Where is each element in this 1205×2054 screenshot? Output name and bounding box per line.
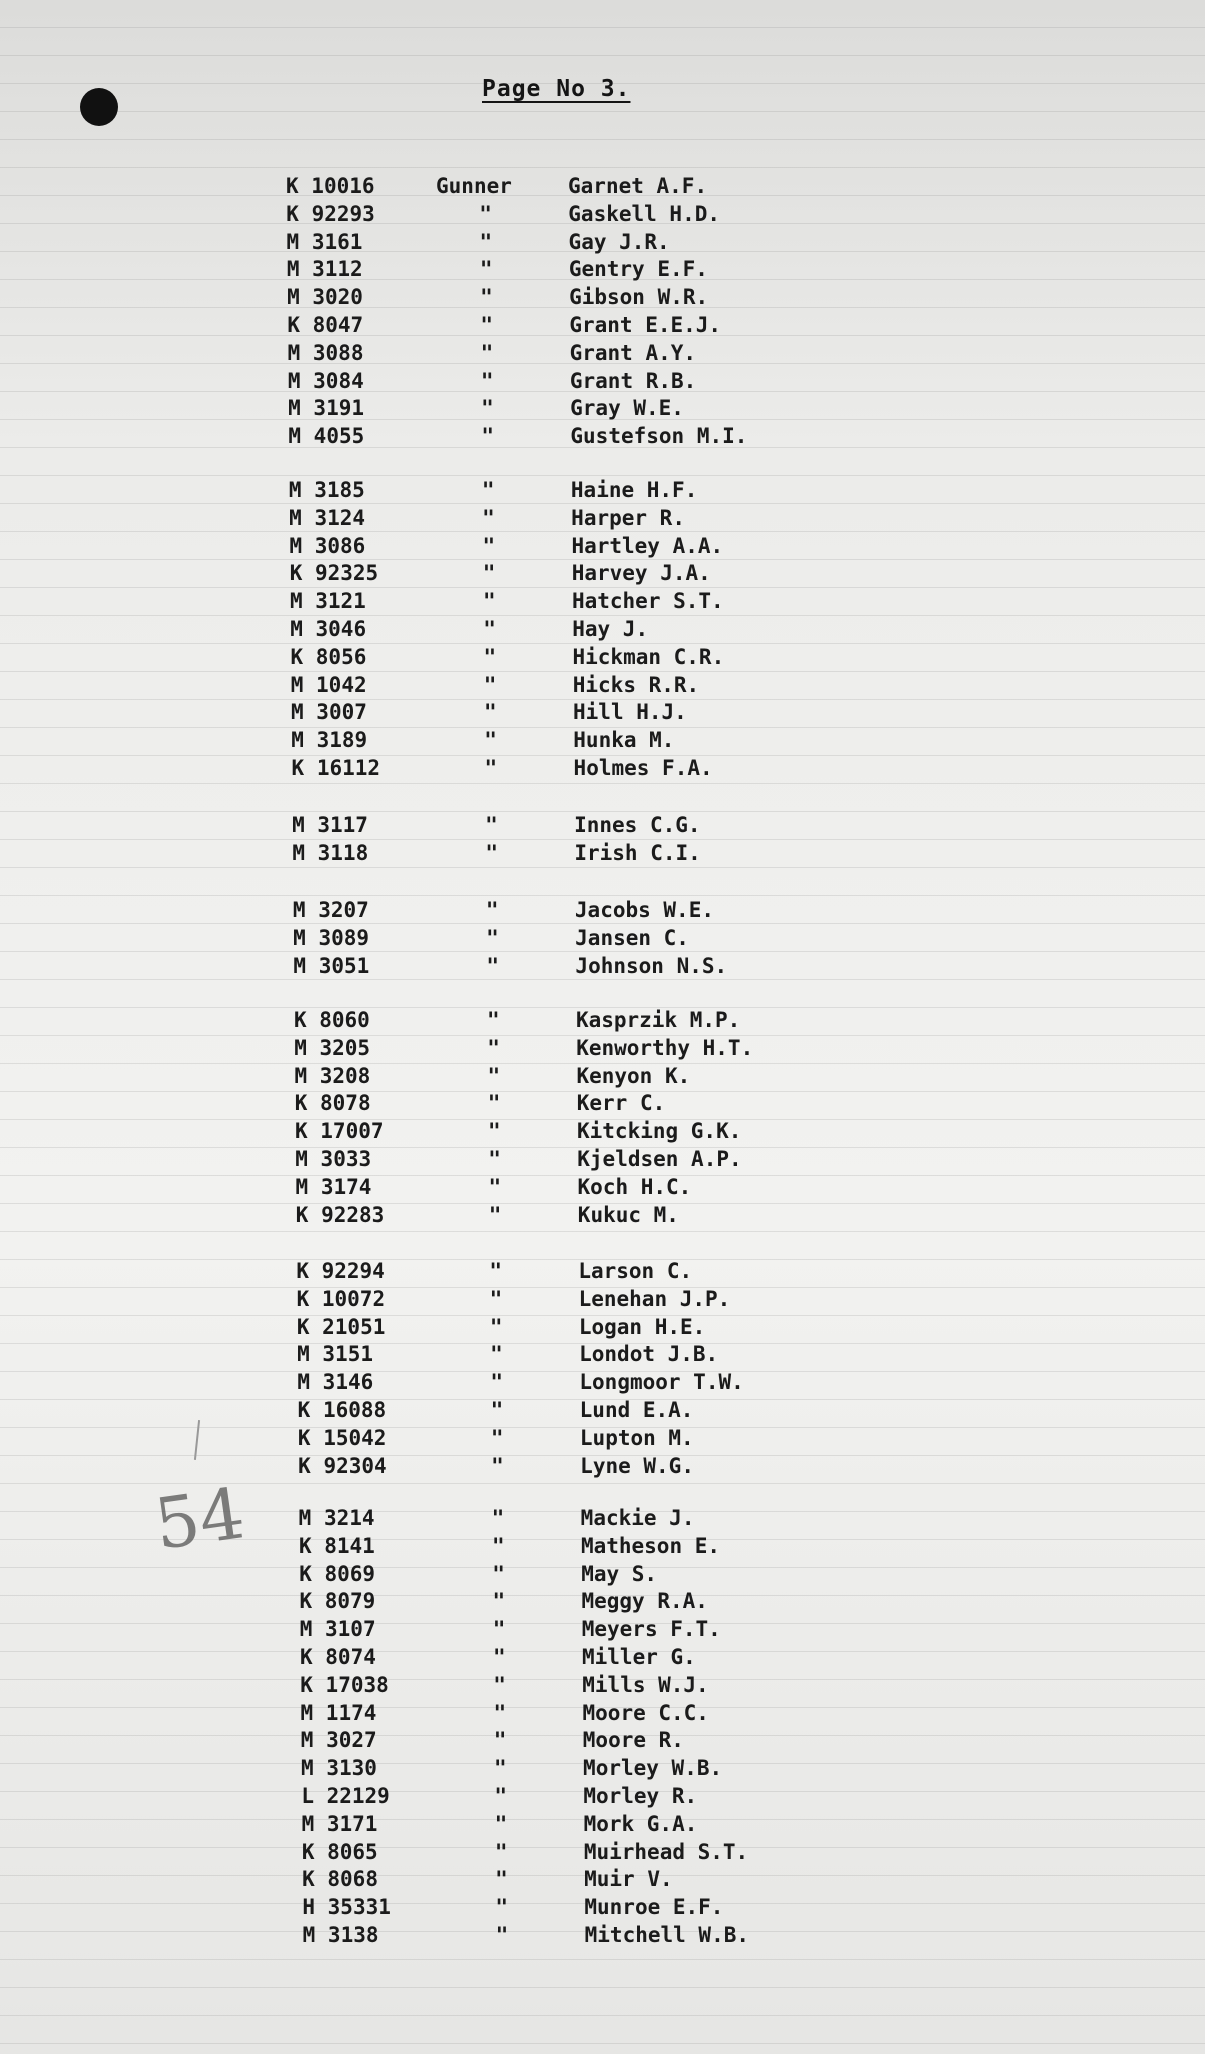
soldier-name: Meggy R.A. bbox=[581, 1589, 708, 1614]
service-number: M 3033 bbox=[295, 1147, 372, 1171]
soldier-name: Garnet A.F. bbox=[568, 174, 708, 198]
service-number: M 3046 bbox=[290, 617, 367, 641]
service-number: K 17038 bbox=[300, 1672, 389, 1697]
service-number: M 3118 bbox=[292, 840, 369, 865]
service-number: H 35331 bbox=[302, 1895, 391, 1920]
rank: " bbox=[489, 1286, 503, 1311]
soldier-name: Harper R. bbox=[571, 505, 685, 530]
service-number: K 16112 bbox=[291, 756, 381, 780]
service-number: K 92293 bbox=[286, 201, 375, 226]
service-number: M 3130 bbox=[301, 1756, 377, 1781]
service-number: M 3205 bbox=[294, 1035, 371, 1060]
soldier-name: Morley R. bbox=[583, 1784, 698, 1808]
rank: " bbox=[491, 1453, 504, 1478]
soldier-name: Johnson N.S. bbox=[575, 953, 728, 978]
rank: " bbox=[485, 898, 499, 922]
service-number: K 92304 bbox=[298, 1453, 387, 1478]
rank: " bbox=[489, 1259, 502, 1283]
soldier-name: Hickman C.R. bbox=[572, 644, 725, 669]
soldier-name: Mills W.J. bbox=[582, 1672, 709, 1697]
rank: " bbox=[491, 1533, 505, 1558]
soldier-name: Muirhead S.T. bbox=[583, 1839, 749, 1864]
rank: " bbox=[495, 1895, 509, 1920]
rank: " bbox=[493, 1672, 506, 1697]
rank: " bbox=[490, 1342, 503, 1367]
rank: " bbox=[487, 1063, 501, 1088]
soldier-name: May S. bbox=[581, 1561, 658, 1586]
soldier-name: Lyne W.G. bbox=[580, 1453, 694, 1478]
rank: " bbox=[483, 617, 496, 641]
rank: " bbox=[495, 1923, 509, 1947]
service-number: M 3007 bbox=[291, 700, 367, 725]
rank: " bbox=[488, 1202, 502, 1227]
service-number: M 3207 bbox=[292, 898, 369, 922]
service-number: K 8060 bbox=[293, 1008, 370, 1032]
soldier-name: Jacobs W.E. bbox=[574, 898, 714, 922]
soldier-name: Lund E.A. bbox=[579, 1398, 694, 1422]
soldier-name: Jansen C. bbox=[575, 925, 689, 950]
rank: " bbox=[489, 1314, 503, 1339]
service-number: M 3117 bbox=[292, 813, 368, 837]
rank: " bbox=[480, 368, 494, 393]
rank: " bbox=[483, 644, 497, 669]
service-number: K 16088 bbox=[297, 1398, 387, 1422]
rank: " bbox=[490, 1425, 504, 1450]
soldier-name: Hill H.J. bbox=[573, 700, 687, 725]
service-number: M 3089 bbox=[293, 925, 370, 950]
soldier-name: Morley W.B. bbox=[583, 1756, 723, 1781]
soldier-name: Mackie J. bbox=[580, 1506, 695, 1530]
rank: " bbox=[480, 285, 493, 310]
soldier-name: Holmes F.A. bbox=[573, 756, 713, 780]
service-number: K 8141 bbox=[298, 1533, 375, 1558]
service-number: K 92294 bbox=[296, 1259, 385, 1283]
soldier-name: Haine H.F. bbox=[570, 478, 698, 502]
rank: " bbox=[488, 1174, 502, 1199]
service-number: K 8065 bbox=[301, 1839, 378, 1864]
page-title: Page No 3. bbox=[482, 76, 631, 102]
soldier-name: Moore R. bbox=[582, 1728, 684, 1753]
service-number: M 3086 bbox=[289, 533, 366, 558]
soldier-name: Matheson E. bbox=[580, 1533, 721, 1558]
rank: " bbox=[493, 1700, 507, 1725]
soldier-name: Meyers F.T. bbox=[581, 1617, 721, 1642]
rank: " bbox=[488, 1119, 501, 1144]
soldier-name: Koch H.C. bbox=[577, 1174, 692, 1199]
soldier-name: Miller G. bbox=[582, 1645, 696, 1669]
soldier-name: Innes C.G. bbox=[574, 813, 701, 837]
service-number: M 3146 bbox=[297, 1370, 374, 1395]
rank: " bbox=[481, 424, 495, 449]
rank: " bbox=[494, 1756, 507, 1781]
service-number: M 3121 bbox=[289, 589, 366, 614]
soldier-name: Gustefson M.I. bbox=[570, 424, 748, 449]
soldier-name: Moore C.C. bbox=[582, 1700, 709, 1725]
soldier-name: Kitcking G.K. bbox=[577, 1119, 742, 1144]
service-number: M 3112 bbox=[286, 257, 363, 282]
soldier-name: Hartley A.A. bbox=[571, 533, 724, 558]
rank: " bbox=[494, 1784, 507, 1808]
rank: " bbox=[490, 1398, 504, 1422]
soldier-name: Mitchell W.B. bbox=[584, 1923, 750, 1947]
rank: " bbox=[479, 201, 492, 226]
soldier-name: Lenehan J.P. bbox=[578, 1286, 731, 1311]
service-number: M 3088 bbox=[287, 340, 364, 365]
service-number: K 8068 bbox=[302, 1867, 378, 1892]
service-number: M 3174 bbox=[295, 1174, 372, 1199]
service-number: K 10072 bbox=[296, 1286, 386, 1311]
soldier-name: Kasprzik M.P. bbox=[575, 1008, 741, 1032]
service-number: K 8074 bbox=[300, 1645, 376, 1669]
soldier-name: Hay J. bbox=[572, 617, 649, 641]
service-number: M 3020 bbox=[287, 285, 363, 310]
service-number: K 8069 bbox=[299, 1561, 376, 1586]
soldier-name: Kenyon K. bbox=[576, 1063, 691, 1088]
soldier-name: Grant A.Y. bbox=[569, 340, 697, 365]
soldier-name: Larson C. bbox=[578, 1259, 693, 1283]
rank: " bbox=[485, 813, 498, 837]
service-number: M 3107 bbox=[299, 1617, 376, 1642]
soldier-name: Gentry E.F. bbox=[568, 257, 708, 282]
service-number: K 8056 bbox=[290, 644, 367, 669]
rank: " bbox=[483, 672, 497, 697]
rank: " bbox=[492, 1561, 505, 1586]
service-number: M 3214 bbox=[298, 1506, 375, 1530]
service-number: K 92325 bbox=[289, 561, 379, 586]
service-number: M 3161 bbox=[286, 229, 363, 254]
rank: " bbox=[488, 1147, 501, 1171]
service-number: M 3208 bbox=[294, 1063, 371, 1088]
service-number: K 15042 bbox=[297, 1425, 387, 1450]
rank: " bbox=[493, 1728, 507, 1753]
soldier-name: Muir V. bbox=[584, 1867, 673, 1892]
service-number: K 92283 bbox=[295, 1202, 385, 1227]
rank: " bbox=[486, 1008, 500, 1032]
soldier-name: Munroe E.F. bbox=[584, 1895, 724, 1920]
rank: " bbox=[491, 1506, 505, 1530]
service-number: M 1174 bbox=[300, 1700, 377, 1725]
rank: " bbox=[492, 1617, 506, 1642]
rank: " bbox=[490, 1370, 504, 1395]
service-number: K 8078 bbox=[294, 1091, 371, 1116]
soldier-name: Kukuc M. bbox=[577, 1202, 679, 1227]
soldier-name: Hatcher S.T. bbox=[571, 589, 724, 614]
service-number: M 1042 bbox=[290, 672, 367, 697]
rank: " bbox=[485, 840, 499, 865]
rank: " bbox=[482, 505, 495, 530]
rank: Gunner bbox=[436, 174, 512, 198]
rank: " bbox=[492, 1589, 506, 1614]
soldier-name: Grant R.B. bbox=[569, 368, 697, 393]
soldier-name: Gray W.E. bbox=[570, 396, 684, 421]
rank: " bbox=[479, 229, 493, 254]
soldier-name: Hunka M. bbox=[573, 728, 675, 753]
soldier-name: Gibson W.R. bbox=[569, 285, 709, 310]
soldier-name: Logan H.E. bbox=[578, 1314, 706, 1339]
rank: " bbox=[494, 1811, 508, 1836]
service-number: M 3124 bbox=[289, 505, 366, 530]
soldier-name: Gaskell H.D. bbox=[568, 201, 720, 226]
service-number: K 17007 bbox=[295, 1119, 384, 1144]
service-number: M 3027 bbox=[300, 1728, 377, 1753]
service-number: M 3138 bbox=[302, 1923, 379, 1947]
handwritten-margin-note: 54 bbox=[149, 1472, 250, 1566]
service-number: M 3051 bbox=[293, 953, 370, 978]
service-number: L 22129 bbox=[301, 1784, 390, 1808]
rank: " bbox=[481, 396, 494, 421]
soldier-name: Londot J.B. bbox=[579, 1342, 719, 1367]
soldier-name: Kjeldsen A.P. bbox=[577, 1147, 742, 1171]
rank: " bbox=[480, 313, 493, 337]
service-number: K 10016 bbox=[286, 174, 375, 198]
rank: " bbox=[479, 257, 493, 282]
soldier-name: Grant E.E.J. bbox=[569, 313, 722, 337]
soldier-name: Hicks R.R. bbox=[572, 672, 700, 697]
service-number: M 3151 bbox=[297, 1342, 373, 1367]
rank: " bbox=[481, 478, 495, 502]
rank: " bbox=[486, 925, 499, 950]
service-number: M 3171 bbox=[301, 1811, 378, 1836]
rank: " bbox=[487, 1091, 501, 1116]
rank: " bbox=[484, 728, 497, 753]
soldier-name: Kenworthy H.T. bbox=[576, 1035, 754, 1060]
service-number: M 3189 bbox=[291, 728, 368, 753]
soldier-name: Gay J.R. bbox=[568, 229, 670, 254]
service-number: M 3185 bbox=[288, 478, 365, 502]
soldier-name: Harvey J.A. bbox=[571, 561, 711, 586]
soldier-name: Irish C.I. bbox=[574, 840, 701, 865]
rank: " bbox=[484, 700, 497, 725]
rank: " bbox=[484, 756, 498, 780]
soldier-name: Kerr C. bbox=[576, 1091, 666, 1116]
service-number: K 21051 bbox=[296, 1314, 386, 1339]
rank: " bbox=[482, 561, 496, 586]
service-number: K 8079 bbox=[299, 1589, 376, 1614]
service-number: M 3191 bbox=[288, 396, 364, 421]
rank: " bbox=[482, 589, 496, 614]
rank: " bbox=[480, 340, 494, 365]
service-number: M 4055 bbox=[288, 424, 365, 449]
service-number: K 8047 bbox=[287, 313, 364, 337]
soldier-name: Mork G.A. bbox=[583, 1811, 698, 1836]
rank: " bbox=[495, 1867, 508, 1892]
soldier-name: Lupton M. bbox=[579, 1425, 694, 1450]
rank: " bbox=[494, 1839, 508, 1864]
rank: " bbox=[487, 1035, 500, 1060]
soldier-name: Longmoor T.W. bbox=[579, 1370, 744, 1395]
rank: " bbox=[486, 953, 500, 978]
rank: " bbox=[493, 1645, 506, 1669]
rank: " bbox=[482, 533, 496, 558]
service-number: M 3084 bbox=[287, 368, 364, 393]
